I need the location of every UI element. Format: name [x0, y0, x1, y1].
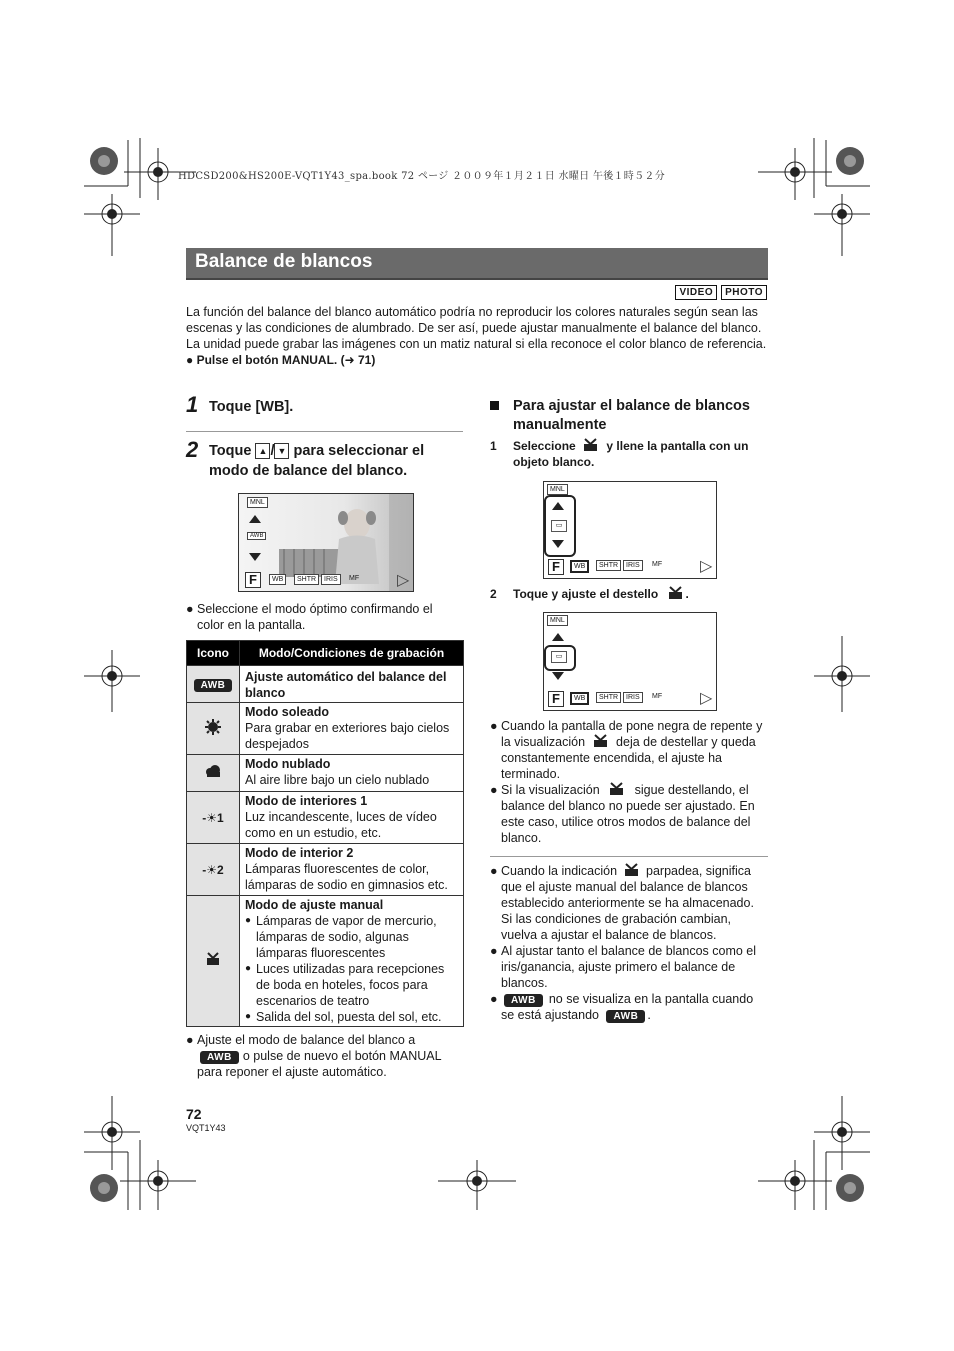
mode-bullet: ● Luces utilizadas para recepciones de boda en hoteles, focos para escenarios de teatro: [245, 962, 445, 1008]
table-cell-mode: [240, 703, 464, 755]
screen-next-arrow-icon[interactable]: ▷: [700, 558, 713, 575]
screen-down-button[interactable]: [552, 672, 564, 680]
manual-wb-icon: [609, 782, 625, 796]
right-step-2-text: Toque y ajuste el destello .: [513, 587, 689, 601]
step-1-text: Toque [WB].: [209, 399, 294, 415]
sun-icon: [205, 719, 221, 735]
bullet-after-table: [186, 1032, 464, 1080]
table-cell-mode: [240, 844, 464, 896]
right-heading: [490, 397, 760, 435]
screen-down-button[interactable]: [249, 553, 261, 561]
table-row: [187, 792, 464, 844]
manual-wb-icon: [206, 952, 220, 966]
screen-f-button[interactable]: F: [548, 559, 564, 575]
intro-text: [186, 304, 768, 368]
awb-icon: AWB: [504, 994, 543, 1007]
section-title-bar: [186, 248, 768, 280]
camera-screen-manual-2: [543, 612, 717, 711]
screen-wb-button[interactable]: WB: [570, 692, 589, 705]
screen-up-button[interactable]: [552, 633, 564, 641]
mode-tags: [675, 285, 767, 300]
mode-desc: Lámparas fluorescentes de color, lámparas de sodio en gimnasios etc.: [245, 862, 448, 892]
table-row: [187, 703, 464, 755]
right-bullet-1-text-a: Cuando la pantalla de pone negra de repente y la visualización: [501, 719, 763, 749]
mode-bullet-text: Lámparas de vapor de mercurio, lámparas de sodio, algunas lámparas fluorescentes: [256, 914, 437, 960]
divider: [490, 856, 768, 857]
step-2-text: Toque ▲ / ▼ para seleccionar el modo de balance del blanco.: [209, 443, 425, 479]
mode-title: Modo nublado: [245, 757, 331, 771]
mode-title: Modo de ajuste manual: [245, 898, 384, 912]
mode-desc: Luz incandescente, luces de vídeo como en un estudio, etc.: [245, 810, 437, 840]
screen-manual-wb-button[interactable]: ▭: [551, 520, 567, 532]
bullet-dot: ●: [186, 1033, 194, 1047]
table-row: [187, 666, 464, 703]
screen-iris-button[interactable]: IRIS: [321, 574, 341, 585]
right-bullet-1: [490, 718, 766, 782]
bullet-dot: ●: [186, 602, 194, 616]
mode-title: Modo de interior 2: [245, 846, 354, 860]
right-step-1-text: [490, 438, 765, 470]
wb-modes-table: [186, 640, 464, 1027]
mode-bullet-text: Salida del sol, puesta del sol, etc.: [256, 1010, 442, 1024]
screen-mf-button[interactable]: MF: [652, 561, 663, 568]
page-number: 72: [186, 1106, 202, 1122]
right-bullet-5: ● AWB no se visualiza en la pantalla cuando se está ajustando AWB .: [490, 992, 754, 1022]
mode-bullet: ● Lámparas de vapor de mercurio, lámparas de sodio, algunas lámparas fluorescentes: [245, 914, 437, 960]
right-bullet-5-text: no se visualiza en la pantalla cuando se está ajustando: [501, 992, 754, 1022]
step-1: [186, 392, 464, 418]
screen-f-button[interactable]: F: [548, 691, 564, 707]
right-bullet-3-text-b: parpadea, significa que el ajuste manual del balance de blancos establecido anteriormente se ha almacenado. Si las condiciones de grabación cambian, vuelva a ajustar el balance de blancos.: [501, 864, 754, 942]
screen-next-arrow-icon[interactable]: ▷: [700, 690, 713, 707]
manual-wb-icon: [624, 863, 640, 877]
intro-bullet-text: Pulse el botón MANUAL. (➜ 71): [196, 353, 376, 367]
page-title: Balance de blancos: [195, 251, 373, 272]
screen-iris-button[interactable]: IRIS: [623, 560, 643, 571]
screen-shtr-button[interactable]: SHTR: [294, 574, 319, 585]
camera-screen-manual-1: [543, 481, 717, 579]
screen-mf-button[interactable]: MF: [349, 575, 360, 582]
right-bullet-3-text-a: Cuando la indicación: [501, 864, 618, 878]
screen-awb-indicator: AWB: [247, 532, 266, 540]
table-cell-mode: [240, 666, 464, 703]
after-table-text-a: Ajuste el modo de balance del blanco a: [197, 1033, 416, 1047]
screen-down-button[interactable]: [552, 540, 564, 548]
mode-desc: Para grabar en exteriores bajo cielos despejados: [245, 721, 450, 751]
table-cell-mode: [240, 896, 464, 1027]
bullet-dot: ●: [490, 719, 498, 733]
cloud-icon: [205, 765, 221, 777]
page-code: VQT1Y43: [186, 1123, 226, 1133]
screen-mnl-indicator: MNL: [547, 615, 568, 626]
right-step-1-text-a: Seleccione: [513, 439, 576, 453]
bullet-dot: ●: [490, 783, 498, 797]
screen-mnl-indicator: MNL: [247, 497, 268, 508]
mode-tag-video: VIDEO: [675, 285, 717, 300]
screen-iris-button[interactable]: IRIS: [623, 692, 643, 703]
table-cell-icon: [187, 896, 240, 1027]
table-cell-icon: [187, 703, 240, 755]
table-cell-icon: [187, 844, 240, 896]
after-table-text-b: o pulse de nuevo el botón MANUAL para reponer el ajuste automático.: [197, 1049, 442, 1079]
table-row: [187, 844, 464, 896]
screen-mf-button[interactable]: MF: [652, 693, 663, 700]
step-2-text-b: para seleccionar el modo de balance del blanco.: [209, 443, 425, 479]
camera-screen-photo: [238, 493, 414, 592]
screen-shtr-button[interactable]: SHTR: [596, 692, 621, 703]
table-cell-icon: [187, 792, 240, 844]
table-header-icon: Icono: [187, 641, 240, 666]
bullet-select-text: Seleccione el modo óptimo confirmando el color en la pantalla.: [197, 602, 433, 632]
right-bullet-2: [490, 782, 766, 846]
up-arrow-key-icon: ▲: [255, 443, 270, 459]
screen-f-button[interactable]: F: [245, 572, 261, 588]
step-2-number: 2: [186, 437, 199, 462]
right-heading-text: Para ajustar el balance de blancos manualmente: [513, 398, 750, 433]
indoor1-icon: -☀1: [202, 810, 224, 825]
step-2-text-a: Toque: [209, 443, 252, 459]
screen-manual-wb-button[interactable]: ▭: [551, 651, 567, 663]
mode-bullet: ● Salida del sol, puesta del sol, etc.: [245, 1010, 442, 1024]
right-step-2-text-a: Toque y ajuste el destello: [513, 587, 659, 601]
bullet-dot: ●: [490, 864, 498, 878]
indoor2-icon: -☀2: [202, 862, 224, 877]
table-header-row: [187, 641, 464, 666]
manual-wb-icon: [668, 586, 684, 600]
step-1-number: 1: [186, 392, 199, 417]
mode-title: Ajuste automático del balance del blanco: [245, 670, 447, 700]
table-cell-icon: [187, 755, 240, 792]
mode-bullet-text: Luces utilizadas para recepciones de boda en hoteles, focos para escenarios de teatro: [256, 962, 445, 1008]
screen-shtr-button[interactable]: SHTR: [596, 560, 621, 571]
table-cell-mode: [240, 755, 464, 792]
manual-wb-icon: [593, 734, 609, 748]
screen-wb-button[interactable]: WB: [570, 560, 589, 573]
screen-wb-button[interactable]: WB: [269, 574, 286, 585]
bullet-dot: ●: [490, 944, 498, 958]
right-bullet-1-text-b: deja de destellar y queda constantemente encendida, el ajuste ha terminado.: [501, 735, 756, 781]
table-row: [187, 896, 464, 1027]
screen-mnl-indicator: MNL: [547, 484, 568, 495]
mode-title: Modo de interiores 1: [245, 794, 368, 808]
right-bullet-3: [490, 863, 766, 943]
right-step-2: [490, 586, 765, 602]
screen-up-button[interactable]: [249, 515, 261, 523]
bullet-select: [186, 601, 456, 633]
mode-title: Modo soleado: [245, 705, 330, 719]
screen-next-arrow-icon[interactable]: ▷: [397, 572, 410, 589]
divider: [186, 431, 463, 432]
print-header: HDCSD200&HS200E-VQT1Y43_spa.book 72 ページ ２００９年１月２１日 水曜日 午後１時５２分: [178, 171, 666, 182]
intro-paragraph: La función del balance del blanco automático podría no reproducir los colores naturales según sean las escenas y las condiciones de alumbrado. De ser así, puede ajustar manualmente el balance del blanco. La unidad puede grabar las imágenes con un matiz natural si ella reconoce el color blanco de referencia.: [186, 305, 767, 351]
right-bullet-4: [490, 943, 766, 991]
table-cell-mode: [240, 792, 464, 844]
screen-up-button[interactable]: [552, 502, 564, 510]
awb-icon: AWB: [606, 1010, 645, 1023]
manual-wb-icon: [583, 438, 599, 452]
table-header-mode: Modo/Condiciones de grabación: [240, 641, 464, 666]
table-cell-icon: [187, 666, 240, 703]
step-2: [186, 437, 464, 479]
right-step-1-text-b: y llene la pantalla con un objeto blanco.: [513, 439, 749, 469]
bullet-dot: ●: [490, 992, 498, 1006]
right-bullet-4-text: Al ajustar tanto el balance de blancos como el iris/ganancia, ajuste primero el balance de blancos.: [501, 944, 757, 990]
right-step-1: [490, 438, 765, 470]
right-bullet-2-text-b: sigue destellando, el balance del blanco no puede ser ajustado. En este caso, utilice otros modos de balance del blanco.: [501, 783, 755, 845]
right-bullet-2-text-a: Si la visualización: [501, 783, 600, 797]
awb-icon: AWB: [194, 679, 233, 692]
down-arrow-key-icon: ▼: [274, 443, 289, 459]
intro-bullet: ● Pulse el botón MANUAL. (➜ 71): [186, 353, 376, 367]
table-row: [187, 755, 464, 792]
mode-tag-photo: PHOTO: [721, 285, 767, 300]
right-step-2-number: 2: [490, 587, 497, 601]
square-bullet-icon: [490, 401, 499, 410]
awb-icon: AWB: [200, 1051, 239, 1064]
right-step-1-number: 1: [490, 439, 497, 453]
mode-desc: Al aire libre bajo un cielo nublado: [245, 773, 430, 787]
